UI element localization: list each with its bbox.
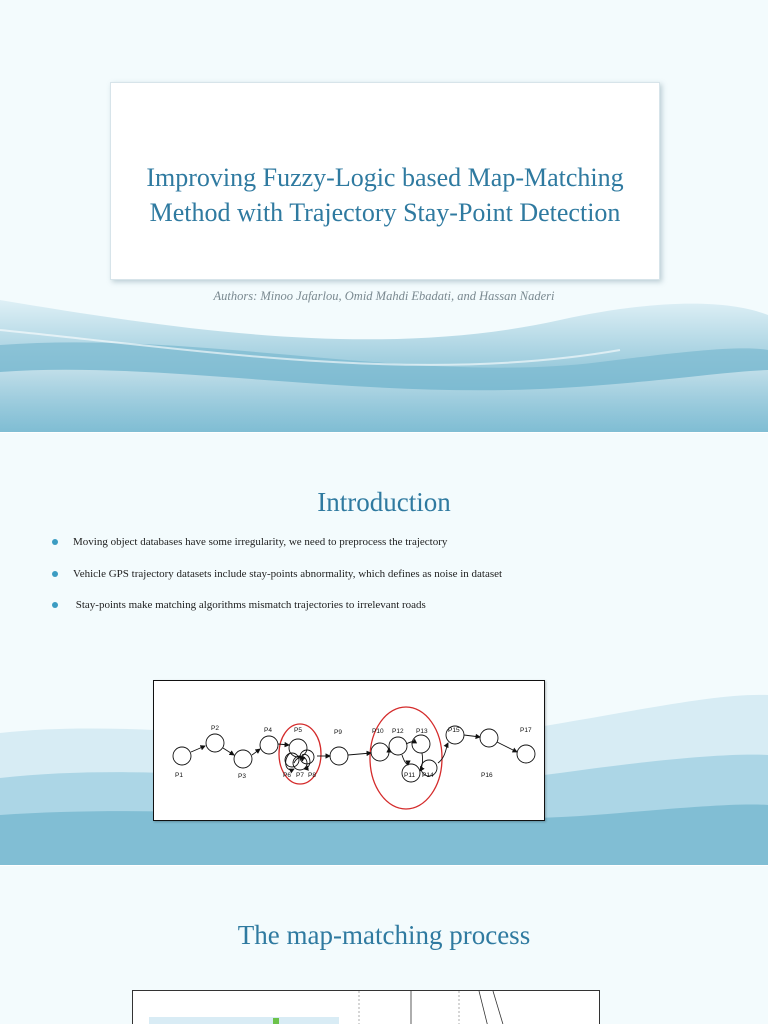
label-p17: P17 [520, 727, 532, 734]
point-node [330, 747, 348, 765]
label-p4: P4 [264, 727, 272, 734]
label-p13: P13 [416, 728, 428, 735]
title-box [110, 82, 660, 280]
list-item [52, 536, 502, 568]
title-line-2: Method with Trajectory Stay-Point Detection [149, 198, 621, 227]
bullet-text: Vehicle GPS trajectory datasets include stay-points abnormality, which defines as noise in dataset [73, 567, 503, 580]
point-node [260, 736, 278, 754]
list-item [52, 599, 502, 631]
point-node [173, 747, 191, 765]
point-node [206, 734, 224, 752]
title-slide [0, 0, 768, 432]
point-labels [175, 725, 532, 780]
label-p12: P12 [392, 728, 404, 735]
bullet-text: Stay-points make matching algorithms mismatch trajectories to irrelevant roads [73, 599, 426, 611]
bullet-text: Moving object databases have some irregularity, we need to preprocess the trajectory [73, 536, 448, 548]
bullet-icon [52, 602, 58, 608]
label-p10: P10 [372, 728, 384, 735]
slide-title [146, 132, 623, 230]
trajectory-figure [153, 680, 545, 821]
label-p11: P11 [404, 772, 416, 779]
point-node [234, 750, 252, 768]
map-diagram [133, 991, 599, 1024]
label-p5: P5 [294, 727, 302, 734]
point-node [480, 729, 498, 747]
label-p8: P8 [308, 772, 316, 779]
map-marker [273, 1018, 279, 1024]
point-node [389, 737, 407, 755]
bullet-icon [52, 571, 58, 577]
label-p15: P15 [448, 727, 460, 734]
point-node [517, 745, 535, 763]
label-p6: P6 [283, 772, 291, 779]
label-p16: P16 [481, 772, 493, 779]
bullet-icon [52, 539, 58, 545]
stay-point-circle [370, 707, 442, 809]
map-matching-slide [0, 866, 768, 1024]
introduction-slide [0, 433, 768, 865]
slide-heading: The map-matching process [237, 920, 531, 950]
label-p7: P7 [296, 772, 304, 779]
bullet-list [52, 536, 502, 631]
authors-line: Authors: Minoo Jafarlou, Omid Mahdi Ebadati, and Hassan Naderi [213, 289, 555, 303]
map-figure [132, 990, 600, 1024]
trajectory-diagram [154, 681, 544, 820]
point-node [412, 735, 430, 753]
slide-heading: Introduction [317, 487, 451, 517]
point-node [371, 743, 389, 761]
label-p2: P2 [211, 725, 219, 732]
map-panel [149, 1017, 339, 1024]
label-p9: P9 [334, 729, 342, 736]
label-p1: P1 [175, 772, 183, 779]
title-line-1: Improving Fuzzy-Logic based Map-Matching [146, 163, 624, 192]
label-p3: P3 [238, 773, 246, 780]
label-p14: P14 [422, 772, 434, 779]
list-item [52, 568, 502, 600]
